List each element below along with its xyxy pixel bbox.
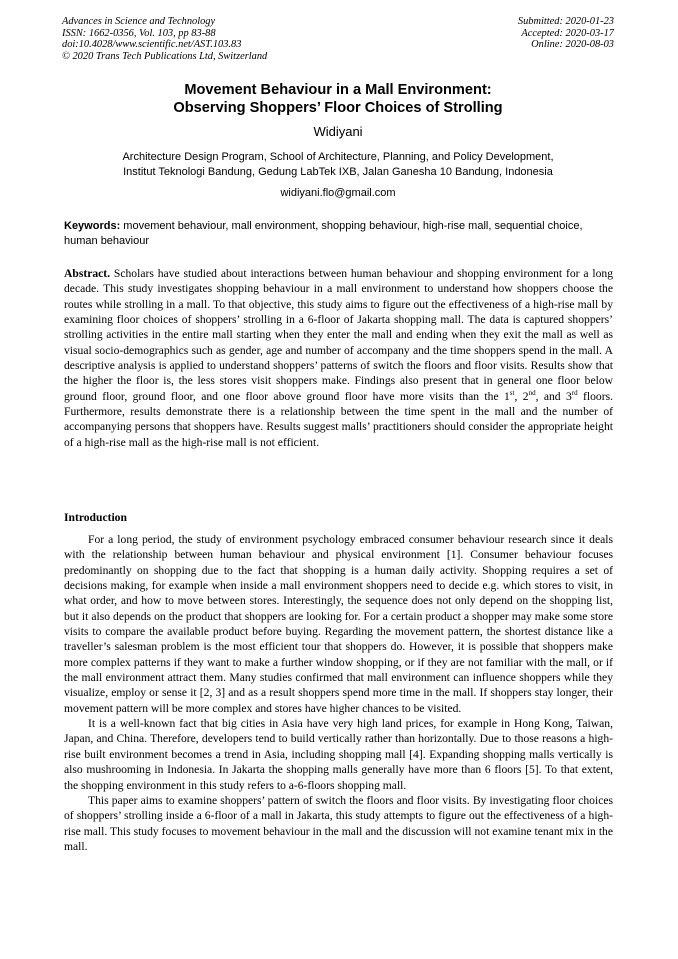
journal-info bbox=[62, 16, 267, 62]
title-line-1: Movement Behaviour in a Mall Environment: bbox=[184, 82, 492, 98]
superscript-nd: nd bbox=[528, 388, 536, 397]
affiliation bbox=[62, 150, 614, 181]
abstract-text-a: Scholars have studied about interactions between human behaviour and shopping environment for a long decade. This study investigates shopping behaviour in a mall environment to understand how shoppers choose the routes while strolling in a mall. To that objective, this study aims to figure out the effectiveness of a high-rise mall by examining floor choices of shoppers’ strolling in a 6-floor of Jakarta shopping mall. The data is captured shoppers’ strolling activities in the entire mall starting when they enter the mall and ending when they exit the mall as well as visual socio-demographics such as gender, age and number of accompany and the time shoppers spend in the mall. A descriptive analysis is applied to understand shoppers’ patterns of switch the floors and floor visits. Results show that the higher the floor is, the less stores visit shoppers make. Findings also present that in general one floor below ground floor, ground floor, and one floor above ground floor have more visits than the 1 bbox=[64, 267, 613, 403]
introduction-body bbox=[64, 532, 613, 854]
paragraph: This paper aims to examine shoppers’ pattern of switch the floors and floor visits. By investigating floor choices of shoppers’ strolling inside a 6-floor of a mall in Jakarta, this study attempts to figure out the effectiveness of a high-rise mall. This study focuses to movement behaviour in the mall and the discussion will not examine tenant mix in the mall. bbox=[64, 793, 613, 853]
copyright: © 2020 Trans Tech Publications Ltd, Switzerland bbox=[62, 50, 268, 62]
paragraph: It is a well-known fact that big cities in Asia have very high land prices, for example in Hong Kong, Taiwan, Japan, and China. Therefore, developers tend to build vertically rather than horizontally. Due to those reasons a high-rise built environment becomes a trend in Asia, including shopping mall [4]. Expanding shopping malls vertically is also mushrooming in Indonesia. In Jakarta the shopping malls generally have more than 6 floors [5]. To that extent, the shopping environment in this study refers to a-6-floors shopping mall. bbox=[64, 717, 613, 792]
accepted-date: Accepted: 2020-03-17 bbox=[521, 27, 614, 39]
issn: ISSN: 1662-0356, Vol. 103, pp 83-88 bbox=[62, 27, 216, 39]
superscript-st: st bbox=[509, 388, 515, 397]
abstract-label: Abstract. bbox=[64, 267, 111, 280]
title-line-2: Observing Shoppers’ Floor Choices of Strolling bbox=[173, 100, 503, 116]
publication-dates bbox=[518, 16, 614, 51]
superscript-rd: rd bbox=[571, 388, 578, 397]
keywords-label: Keywords: bbox=[64, 220, 121, 232]
abstract-text-d: floors. Furthermore, results demonstrate there is a relationship between the time spent in the mall and the number of accompanying persons that shoppers have. Results suggest malls’ practitioners should consider the appropriate height of a high-rise mall as the high-rise mall is not efficient. bbox=[64, 389, 613, 449]
affiliation-line-1: Architecture Design Program, School of Architecture, Planning, and Policy Development, bbox=[122, 151, 554, 163]
paper-title bbox=[62, 81, 614, 117]
online-date: Online: 2020-08-03 bbox=[531, 39, 614, 51]
keywords bbox=[64, 219, 613, 250]
abstract bbox=[64, 266, 613, 450]
doi: doi:10.4028/www.scientific.net/AST.103.83 bbox=[62, 39, 242, 51]
abstract-text-b: , 2 bbox=[514, 389, 529, 403]
author-name: Widiyani bbox=[313, 124, 363, 139]
section-heading-introduction: Introduction bbox=[64, 511, 127, 524]
affiliation-line-2: Institut Teknologi Bandung, Gedung LabTek IXB, Jalan Ganesha 10 Bandung, Indonesia bbox=[123, 166, 553, 179]
paragraph: For a long period, the study of environment psychology embraced consumer behaviour research since it deals with the relationship between human behaviour and physical environment [1]. Consumer behaviour focuses predominantly on shopping due to the fact that shopping is a human daily activity. Shopping requires a set of decisions making, for example when inside a mall environment shoppers need to decide e.g. which stores to visit, in what order, and how to move between stores. Interestingly, the sequence does not only depend on the shopping list, but it also depends on the product that shoppers are looking for. For a certain product a shopper may make some store visits to compare the available product before buying. Regarding the movement pattern, the shortest distance like a traveller’s salesman problem is the most efficient tour that shoppers do. However, it is possible that shoppers make more complex patterns if they want to make a further window shopping, or if they are not familiar with the mall, or if the mall environment attract them. Many studies confirmed that mall environment can influence shoppers while they visualize, employ or sense it [2, 3] and as a result shoppers spend more time in the mall. If shoppers stay longer, their movement pattern will be more complex and stores have higher chances to be visited. bbox=[64, 533, 613, 715]
submitted-date: Submitted: 2020-01-23 bbox=[517, 16, 614, 27]
journal-name: Advances in Science and Technology bbox=[62, 16, 216, 27]
abstract-text-c: , and 3 bbox=[535, 389, 572, 403]
author-email: widiyani.flo@gmail.com bbox=[280, 187, 396, 199]
keywords-text: movement behaviour, mall environment, shopping behaviour, high-rise mall, sequential choice, human behaviour bbox=[64, 220, 583, 248]
